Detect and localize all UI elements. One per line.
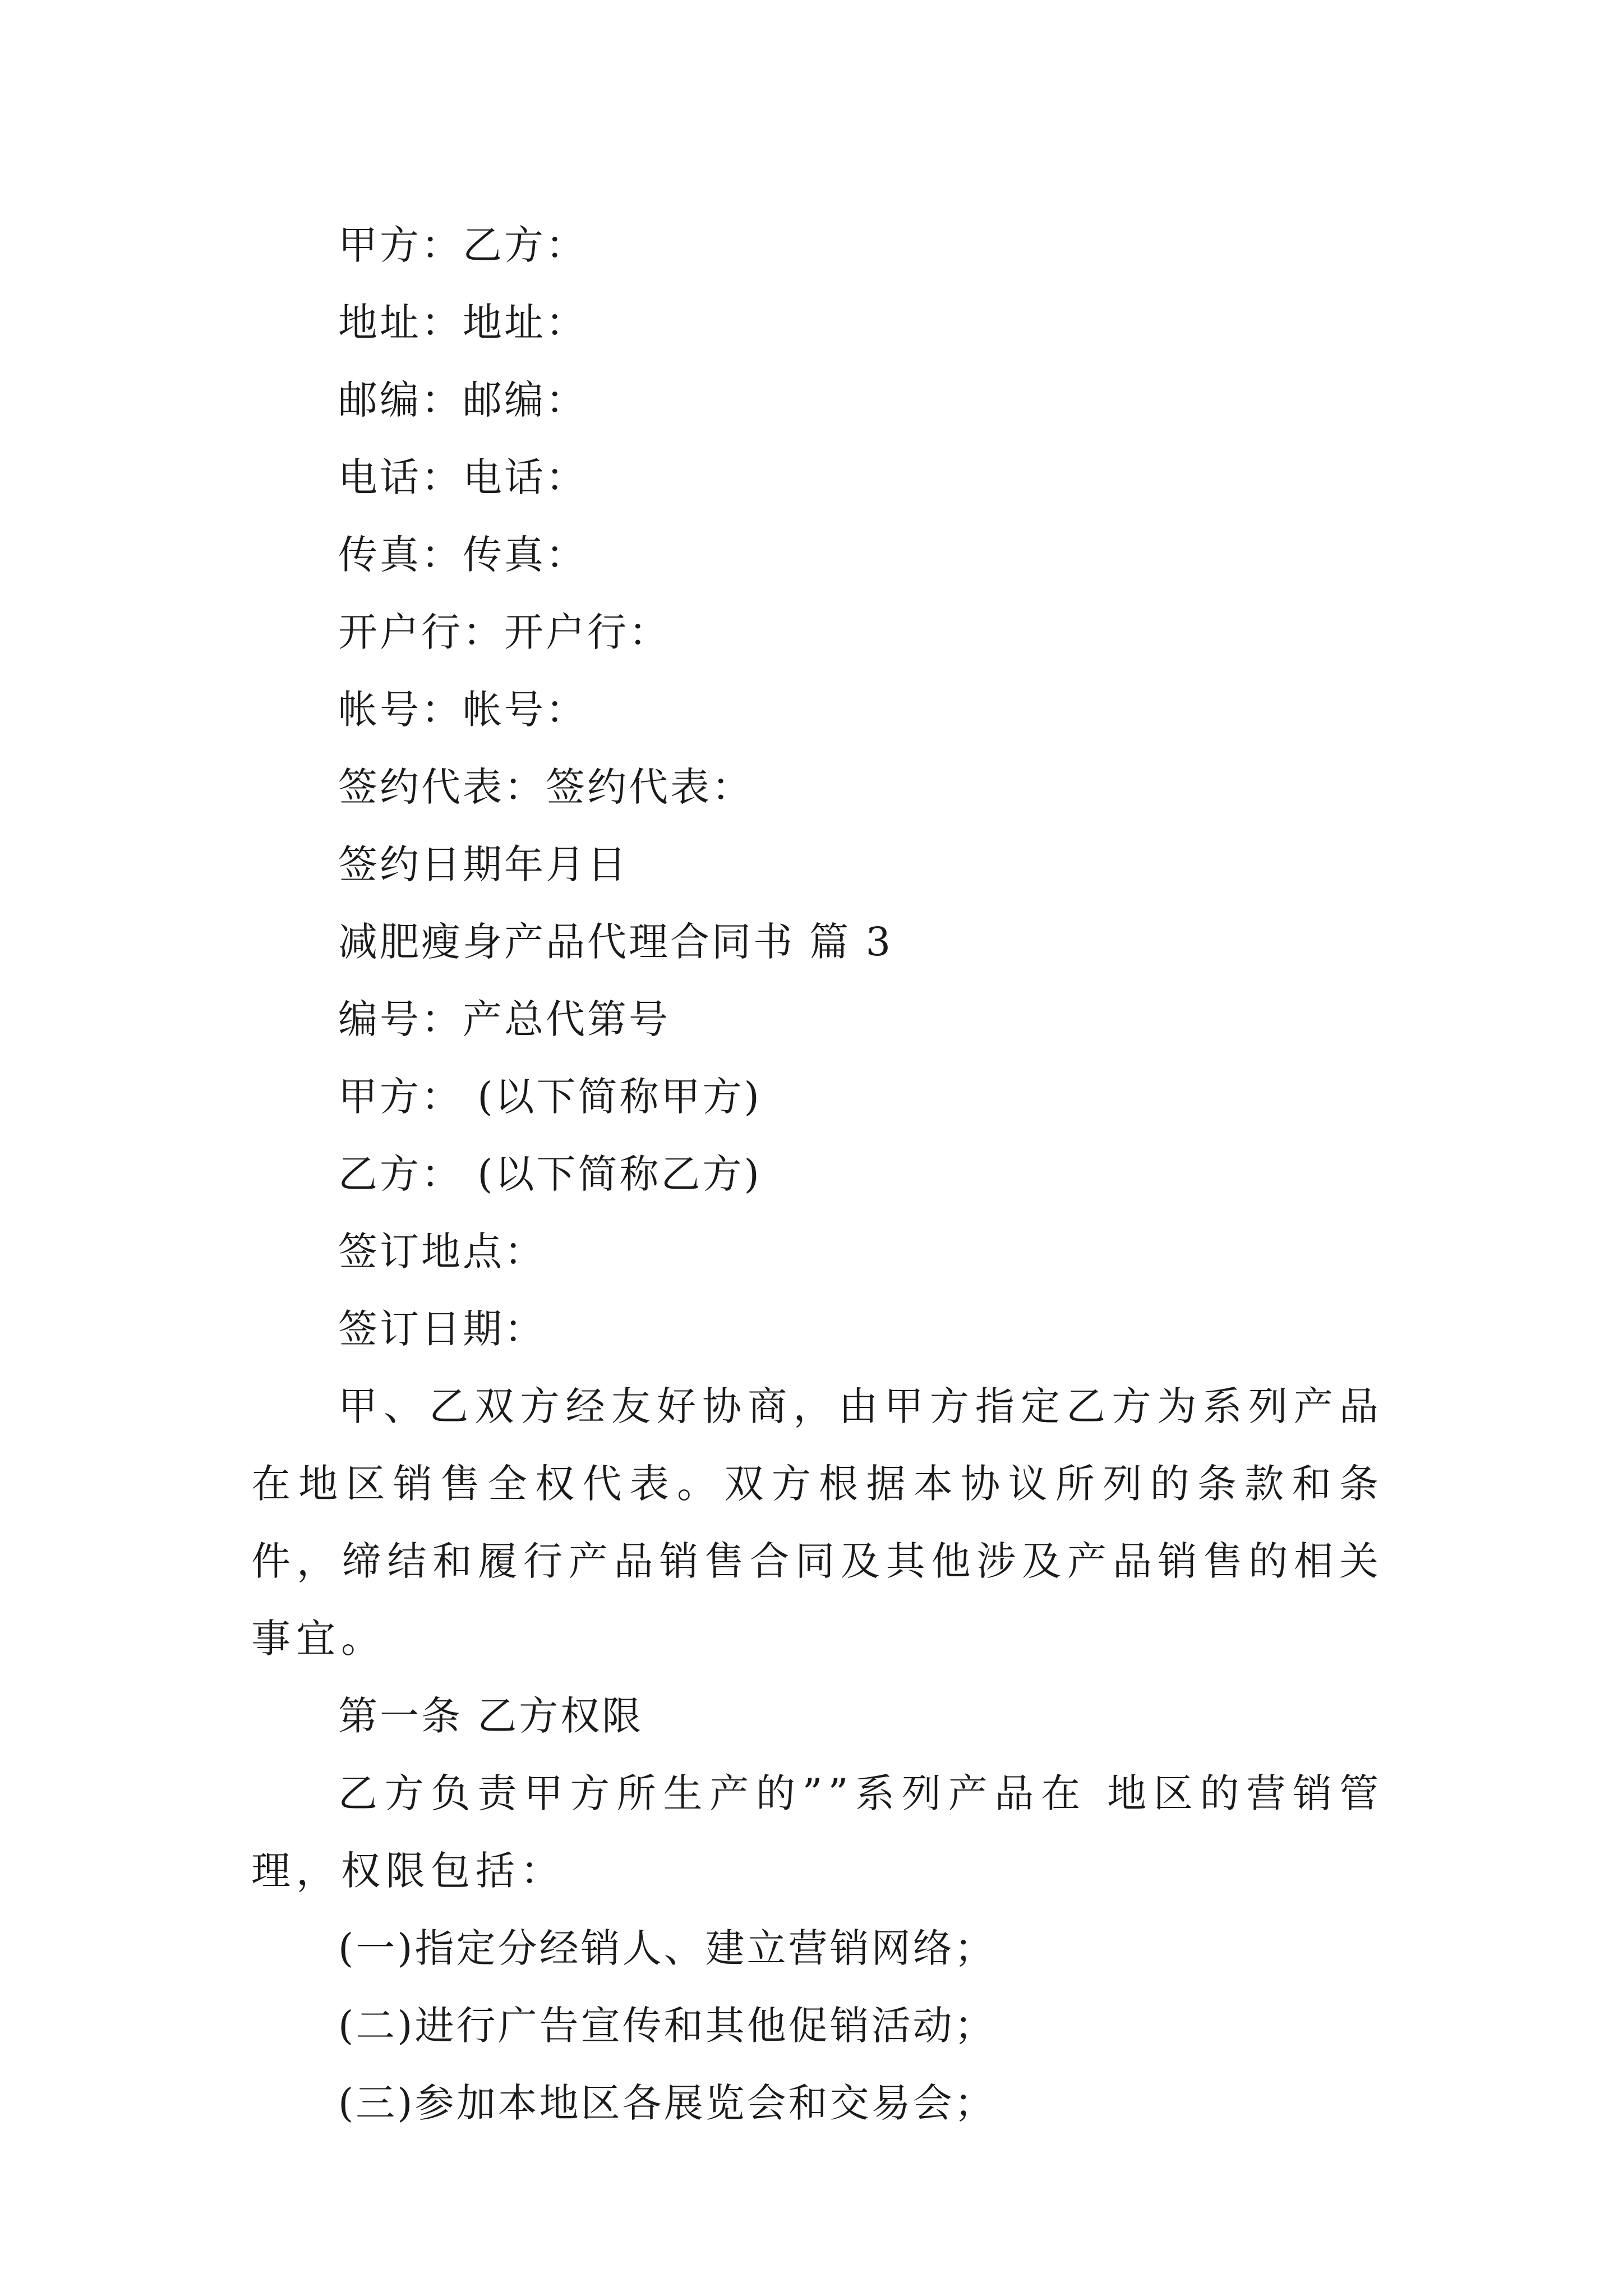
contract-number-line: 编号：产总代第号 <box>338 996 670 1042</box>
postcode-line: 邮编：邮编： <box>338 377 587 423</box>
article-paragraph: 乙方负责甲方所生产的””系列产品在 地区的营销管理，权限包括： <box>251 1770 1384 1894</box>
address-line: 地址：地址： <box>338 300 587 346</box>
signing-date-line-2: 签订日期： <box>338 1306 546 1352</box>
party-a-line: 甲方： (以下简称甲方) <box>338 1074 762 1120</box>
article-title: 第一条 乙方权限 <box>338 1693 644 1739</box>
list-item: (三)参加本地区各展览会和交易会； <box>338 2080 996 2126</box>
list-item: (一)指定分经销人、建立营销网络； <box>338 1925 996 1971</box>
signing-date-line: 签约日期年月日 <box>338 841 629 887</box>
account-line: 帐号：帐号： <box>338 687 587 733</box>
intro-paragraph: 甲、乙双方经友好协商，由甲方指定乙方为系列产品在地区销售全权代表。双方根据本协议所列的条款和条件，缔结和履行产品销售合同及其他涉及产品销售的相关事宜。 <box>251 1383 1384 1662</box>
phone-line: 电话：电话： <box>338 454 587 500</box>
signatory-line: 签约代表：签约代表： <box>338 764 753 810</box>
fax-line: 传真：传真： <box>338 532 587 578</box>
list-item: (二)进行广告宣传和其他促销活动； <box>338 2003 996 2049</box>
party-a-b-line: 甲方：乙方： <box>338 222 587 268</box>
section-heading: 减肥瘦身产品代理合同书 篇 3 <box>338 919 893 965</box>
signing-place-line: 签订地点： <box>338 1228 546 1274</box>
document-body <box>251 206 1384 2142</box>
party-b-line: 乙方： (以下简称乙方) <box>338 1151 762 1197</box>
bank-line: 开户行：开户行： <box>338 609 670 655</box>
